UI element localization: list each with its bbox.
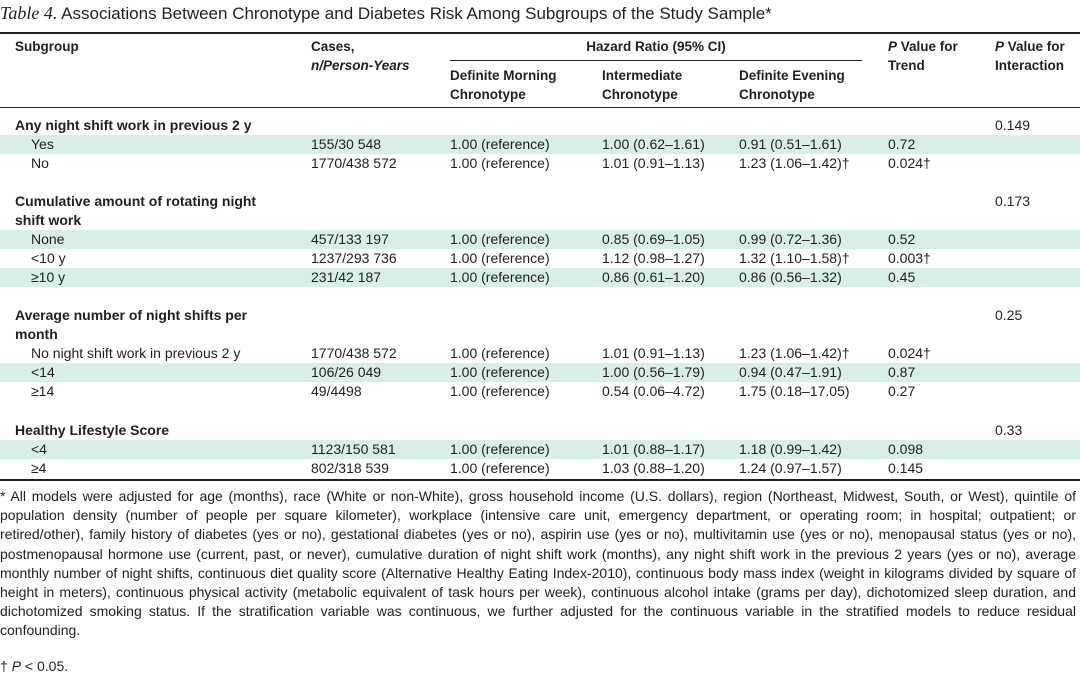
table-title	[0, 2, 772, 25]
header-morning-line2: Chronotype	[450, 87, 526, 102]
cell-morning: 1.00 (reference)	[450, 441, 550, 457]
cell-morning: 1.00 (reference)	[450, 364, 550, 380]
cell-evening: 1.32 (1.10–1.58)†	[739, 250, 850, 266]
significance-footnote	[0, 657, 68, 676]
table-footnote: * All models were adjusted for age (months), race (White or non-White), gross household income (U.S. dollars), region (Northeast, Midwest, South, or West), quintile of population density (number of people per square kilometer), workplace (intensive care unit, emergency department, or operating room; in hospital; outpatient; or retired/other), family history of diabetes (yes or no), gestational diabetes (yes or no), aspirin use (yes or no), multivitamin use (yes or no), menopausal status (yes or no), postmenopausal hormone use (current, past, or never), cumulative duration of night shift work (months), any night shift work in the previous 2 years (yes or no), average monthly number of night shifts, continuous diet quality score (Alternative Healthy Eating Index-2010), continuous body mass index (weight in kilograms divided by square of height in meters), continuous physical activity (metabolic equivalent of task hours per week), continuous alcohol intake (grams per day), dichotomized sleep duration, and dichotomized smoking status. If the stratification variable was continuous, we further adjusted for the continuous variable in the stratified models to reduce residual confounding.	[0, 488, 1076, 639]
cell-morning: 1.00 (reference)	[450, 155, 550, 171]
cell-evening: 0.86 (0.56–1.32)	[739, 269, 842, 285]
cell-cases: 1123/150 581	[311, 441, 396, 457]
cell-evening: 0.99 (0.72–1.36)	[739, 231, 842, 247]
header-intermediate-line1: Intermediate	[602, 68, 683, 83]
header-ptrend-line1: P Value for	[888, 39, 958, 54]
header-cases-line2: n/Person-Years	[311, 58, 410, 73]
table-row	[0, 344, 1080, 363]
cell-cases: 49/4498	[311, 383, 362, 399]
table-row	[0, 382, 1080, 401]
cell-evening: 1.23 (1.06–1.42)†	[739, 345, 850, 361]
cell-evening: 0.94 (0.47–1.91)	[739, 364, 842, 380]
table-label: Table 4.	[0, 3, 58, 23]
cell-evening: 1.18 (0.99–1.42)	[739, 441, 842, 457]
dagger-symbol: †	[0, 658, 8, 674]
table-row	[0, 440, 1080, 459]
bottom-rule	[0, 479, 1080, 481]
table-row	[0, 363, 1080, 382]
cell-evening: 1.75 (0.18–17.05)	[739, 383, 850, 399]
cell-subgroup: No night shift work in previous 2 y	[31, 345, 241, 361]
cell-p-trend: 0.52	[888, 231, 916, 247]
section-title-line1: Average number of night shifts per	[15, 307, 248, 323]
p-interaction: 0.25	[995, 307, 1023, 323]
header-hazard-ratio: Hazard Ratio (95% CI)	[586, 39, 726, 54]
cell-p-trend: 0.145	[888, 460, 924, 476]
cell-evening: 0.91 (0.51–1.61)	[739, 136, 842, 152]
cell-p-trend: 0.024†	[888, 345, 931, 361]
cell-evening: 1.24 (0.97–1.57)	[739, 460, 842, 476]
cell-cases: 457/133 197	[311, 231, 389, 247]
header-intermediate-line2: Chronotype	[602, 87, 678, 102]
header-pint-line1: P Value for	[995, 39, 1065, 54]
section-title-line1: Cumulative amount of rotating night	[15, 193, 257, 209]
cell-intermediate: 1.12 (0.98–1.27)	[602, 250, 705, 266]
cell-intermediate: 1.03 (0.88–1.20)	[602, 460, 705, 476]
cell-intermediate: 0.86 (0.61–1.20)	[602, 269, 705, 285]
header-ptrend-p: P	[888, 39, 898, 54]
cell-subgroup: <14	[31, 364, 55, 380]
cell-p-trend: 0.27	[888, 383, 916, 399]
cell-subgroup: ≥10 y	[31, 269, 66, 285]
p-interaction: 0.173	[995, 193, 1031, 209]
cell-morning: 1.00 (reference)	[450, 231, 550, 247]
cell-morning: 1.00 (reference)	[450, 250, 550, 266]
header-rule	[0, 107, 1080, 108]
header-cases-line1: Cases,	[311, 39, 355, 54]
cell-morning: 1.00 (reference)	[450, 383, 550, 399]
cell-subgroup: <10 y	[31, 250, 66, 266]
p-interaction: 0.33	[995, 422, 1023, 438]
header-morning-line1: Definite Morning	[450, 68, 557, 83]
cell-intermediate: 1.01 (0.91–1.13)	[602, 345, 705, 361]
header-pint-p: P	[995, 39, 1005, 54]
section-title: Any night shift work in previous 2 y	[15, 117, 252, 133]
cell-p-trend: 0.87	[888, 364, 916, 380]
cell-morning: 1.00 (reference)	[450, 269, 550, 285]
cell-morning: 1.00 (reference)	[450, 460, 550, 476]
cell-cases: 155/30 548	[311, 136, 382, 152]
header-ptrend-line2: Trend	[888, 58, 925, 73]
footnote-p: P	[11, 658, 22, 674]
section-title-line2: month	[15, 326, 58, 342]
cell-intermediate: 0.85 (0.69–1.05)	[602, 231, 705, 247]
p-interaction: 0.149	[995, 117, 1031, 133]
cell-p-trend: 0.003†	[888, 250, 931, 266]
cell-morning: 1.00 (reference)	[450, 345, 550, 361]
cell-subgroup: ≥14	[31, 383, 55, 399]
cell-intermediate: 0.54 (0.06–4.72)	[602, 383, 705, 399]
cell-intermediate: 1.00 (0.62–1.61)	[602, 136, 705, 152]
table-row	[0, 459, 1080, 478]
cell-cases: 106/26 049	[311, 364, 382, 380]
section-title: Healthy Lifestyle Score	[15, 422, 170, 438]
table-row	[0, 135, 1080, 154]
cell-morning: 1.00 (reference)	[450, 136, 550, 152]
header-hr-rule	[450, 60, 862, 61]
cell-cases: 1770/438 572	[311, 155, 397, 171]
top-rule	[0, 32, 1080, 34]
cell-p-trend: 0.098	[888, 441, 924, 457]
table-row	[0, 249, 1080, 268]
cell-intermediate: 1.00 (0.56–1.79)	[602, 364, 705, 380]
cell-p-trend: 0.024†	[888, 155, 931, 171]
cell-intermediate: 1.01 (0.88–1.17)	[602, 441, 705, 457]
cell-cases: 1770/438 572	[311, 345, 397, 361]
cell-evening: 1.23 (1.06–1.42)†	[739, 155, 850, 171]
cell-p-trend: 0.72	[888, 136, 916, 152]
cell-subgroup: Yes	[31, 136, 54, 152]
table-row	[0, 268, 1080, 287]
header-pint-line2: Interaction	[995, 58, 1065, 73]
header-evening-line1: Definite Evening	[739, 68, 845, 83]
header-evening-line2: Chronotype	[739, 87, 815, 102]
footnote-threshold: < 0.05.	[21, 658, 69, 674]
header-subgroup: Subgroup	[15, 39, 79, 54]
section-title-line2: shift work	[15, 212, 82, 228]
cell-subgroup: None	[31, 231, 65, 247]
cell-subgroup: <4	[31, 441, 47, 457]
cell-intermediate: 1.01 (0.91–1.13)	[602, 155, 705, 171]
table-title-text: Associations Between Chronotype and Diabetes Risk Among Subgroups of the Study Sample*	[61, 4, 772, 23]
table-row	[0, 154, 1080, 173]
table-row	[0, 230, 1080, 249]
cell-subgroup: No	[31, 155, 49, 171]
cell-p-trend: 0.45	[888, 269, 916, 285]
cell-cases: 1237/293 736	[311, 250, 397, 266]
cell-cases: 802/318 539	[311, 460, 389, 476]
cell-subgroup: ≥4	[31, 460, 47, 476]
cell-cases: 231/42 187	[311, 269, 382, 285]
